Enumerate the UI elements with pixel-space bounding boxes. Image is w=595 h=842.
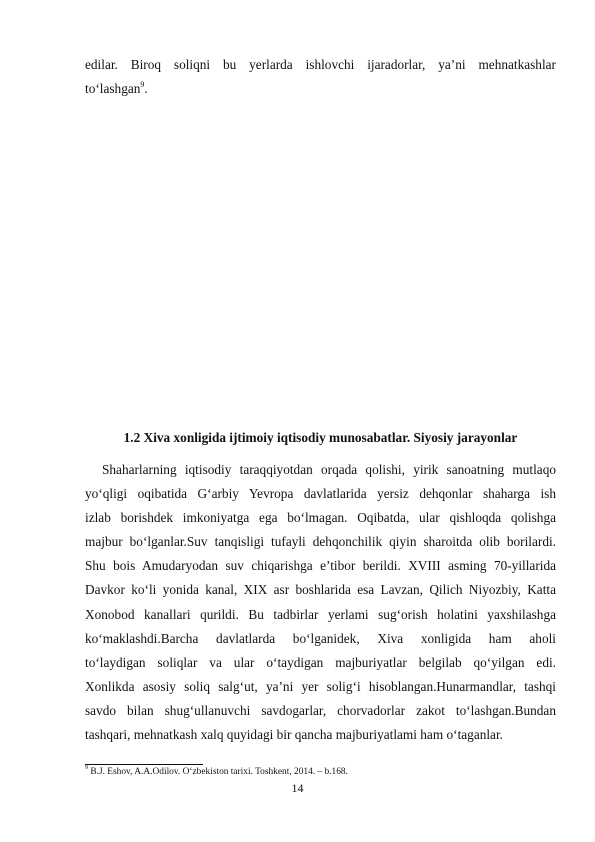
text-line: savdo bilan shug‘ullanuvchi savdogarlar, chorvadorlar zakot to‘lashgan.Bundan [85,702,556,718]
text-line: Davkor ko‘li yonida kanal, XIX asr boshlarida esa Lavzan, Qilich Niyozbiy, Katta [85,582,556,598]
text-line: majbur bo‘lganlar.Suv tanqisligi tufayli dehqonchilik qiyin sharoitda olib borilardi. [85,534,556,550]
section-heading: 1.2 Xiva xonligida ijtimoiy iqtisodiy munosabatlar. Siyosiy jarayonlar [123,430,518,445]
text-line-content: to‘lashgan [85,81,141,97]
text-line: yo‘qligi oqibatida G‘arbiy Yevropa davlatlarida yersiz dehqonlar shaharga ish [85,486,556,502]
main-paragraph [85,458,556,747]
text-line: tashqari, mehnatkash xalq quyidagi bir qancha majburiyatlami ham o‘taganlar. [85,727,503,743]
page-number: 14 [291,781,304,795]
text-line: edilar. Biroq soliqni bu yerlarda ishlovchi ijaradorlar, ya’ni mehnatkashlar [85,57,556,72]
text-line: Xonlikda asosiy soliq salg‘ut, ya’ni yer solig‘i hisoblangan.Hunarmandlar, tashqi [85,678,556,694]
footnote-number: 9 [85,764,88,771]
text-line: Xonobod kanallari qurildi. Bu tadbirlar yerlami sug‘orish holatini yaxshilashga [85,606,556,622]
footnote-reference[interactable]: 9 [140,79,145,89]
end-punctuation: . [144,81,148,97]
text-line: Shaharlarning iqtisodiy taraqqiyotdan orqada qolishi, yirik sanoatning mutlaqo [102,462,556,477]
text-line: ko‘maklashdi.Barcha davlatlarda bo‘lganidek, Xiva xonligida ham aholi [85,630,556,646]
text-line: izlab borishdek imkoniyatga ega bo‘lmagan. Oqibatda, ular qishloqda qolishga [85,510,556,526]
footnote [85,766,556,779]
text-line: to‘laydigan soliqlar va ular o‘taydigan majburiyatlar belgilab qo‘yilgan edi. [85,654,556,670]
footnote-text: B.J. Eshov, A.A.Odilov. O‘zbekiston tarixi. Toshkent, 2014. – b.168. [88,767,348,777]
footnote-divider [85,764,203,765]
text-line [85,77,556,101]
top-paragraph [85,53,556,101]
text-line: Shu bois Amudaryodan suv chiqarishga e’tibor berildi. XVIII asming 70-yillarida [85,558,556,574]
